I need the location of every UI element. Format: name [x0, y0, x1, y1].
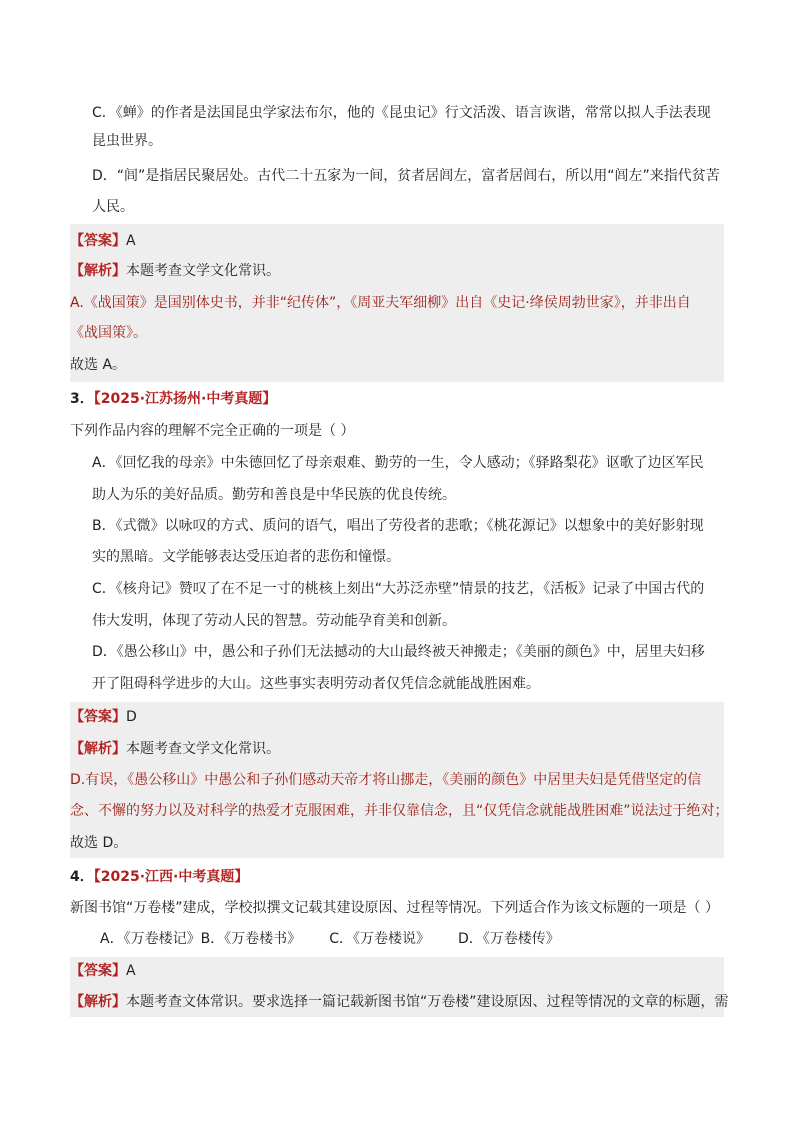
- q4-option-d: D．《万卷楼传》: [457, 931, 560, 947]
- answer-tag: 【答案】: [70, 709, 126, 725]
- q4-options: [100, 928, 560, 950]
- analysis-intro: 本题考查文学文化常识。: [126, 741, 280, 757]
- q4-analysis: [70, 991, 729, 1013]
- q4-option-c: C．《万卷楼说》: [329, 931, 430, 947]
- q3-stem: 下列作品内容的理解不完全正确的一项是（ ）: [70, 423, 355, 439]
- analysis-tag: 【解析】: [70, 994, 126, 1010]
- question-number: 4．: [70, 869, 94, 885]
- q2-analysis-line2: 《战国策》。: [70, 325, 147, 341]
- q2-analysis-line1: A.《战国策》是国别体史书，并非“纪传体”，《周亚夫军细柳》出自《史记·绛侯周勃世家》，并非出自: [70, 295, 691, 311]
- analysis-tag: 【解析】: [70, 741, 126, 757]
- q3-header: [70, 388, 276, 410]
- q3-analysis-line1: D.有误，《愚公移山》中愚公和子孙们感动天帝才将山挪走，《美丽的颜色》中居里夫妇是凭借坚定的信: [70, 772, 702, 788]
- q2-option-d-line1: D．“闾”是指居民聚居处。古代二十五家为一间，贫者居闾左，富者居闾右，所以用“闾左”来指代贫苦: [92, 168, 720, 184]
- q3-analysis-line2: 念、不懈的努力以及对科学的热爱才克服困难，并非仅靠信念，且“仅凭信念就能战胜困难”说法过于绝对；: [70, 803, 729, 819]
- q3-option-b-line2: 实的黑暗。文学能够表达受压迫者的悲伤和憧憬。: [92, 549, 400, 565]
- analysis-tag: 【解析】: [70, 263, 126, 279]
- answer-value: A: [126, 963, 136, 979]
- q3-conclusion: 故选 D。: [70, 835, 128, 851]
- q2-option-d-line2: 人民。: [92, 199, 134, 215]
- question-source: 【2025·江西·中考真题】: [93, 869, 249, 885]
- q2-conclusion: 故选 A。: [70, 357, 127, 373]
- q3-option-c-line2: 伟大发明，体现了劳动人民的智慧。劳动能孕育美和创新。: [92, 613, 456, 629]
- q4-option-b: B．《万卷楼书》: [200, 931, 302, 947]
- q2-option-c-line1: C．《蝉》的作者是法国昆虫学家法布尔，他的《昆虫记》行文活泼、语言诙谐，常常以拟人手法表现: [92, 105, 711, 121]
- q3-option-d-line1: D．《愚公移山》中，愚公和子孙们无法撼动的大山最终被天神搬走；《美丽的颜色》中，居里夫妇移: [92, 644, 705, 660]
- q2-answer: [70, 230, 136, 252]
- analysis-intro: 本题考查文学文化常识。: [126, 263, 280, 279]
- answer-tag: 【答案】: [70, 963, 126, 979]
- q3-option-a-line2: 助人为乐的美好品质。勤劳和善良是中华民族的优良传统。: [92, 487, 456, 503]
- answer-value: A: [126, 233, 136, 249]
- question-source: 【2025·江苏扬州·中考真题】: [93, 391, 277, 407]
- q4-option-a: A．《万卷楼记》: [100, 931, 201, 947]
- q3-analysis: [70, 738, 280, 760]
- q2-option-c-line2: 昆虫世界。: [92, 133, 162, 149]
- q3-option-a-line1: A．《回忆我的母亲》中朱德回忆了母亲艰难、勤劳的一生，令人感动；《驿路梨花》讴歌了边区军民: [92, 455, 704, 471]
- q3-option-d-line2: 开了阻碍科学进步的大山。这些事实表明劳动者仅凭信念就能战胜困难。: [92, 676, 540, 692]
- q4-header: [70, 866, 248, 888]
- q4-stem: 新图书馆“万卷楼”建成，学校拟撰文记载其建设原因、过程等情况。下列适合作为该文标题的一项是（ ）: [70, 900, 719, 916]
- q3-option-b-line1: B．《式微》以咏叹的方式、质问的语气，唱出了劳役者的悲歌；《桃花源记》以想象中的美好影射现: [92, 518, 704, 534]
- answer-value: D: [126, 709, 137, 725]
- q4-answer: [70, 960, 136, 982]
- analysis-text: 本题考查文体常识。要求选择一篇记载新图书馆“万卷楼”建设原因、过程等情况的文章的标题，需: [126, 994, 729, 1010]
- q3-option-c-line1: C．《核舟记》赞叹了在不足一寸的桃核上刻出“大苏泛赤壁”情景的技艺，《活板》记录了中国古代的: [92, 581, 705, 597]
- question-number: 3．: [70, 391, 94, 407]
- answer-tag: 【答案】: [70, 233, 126, 249]
- q3-answer: [70, 706, 137, 728]
- q2-analysis: [70, 260, 280, 282]
